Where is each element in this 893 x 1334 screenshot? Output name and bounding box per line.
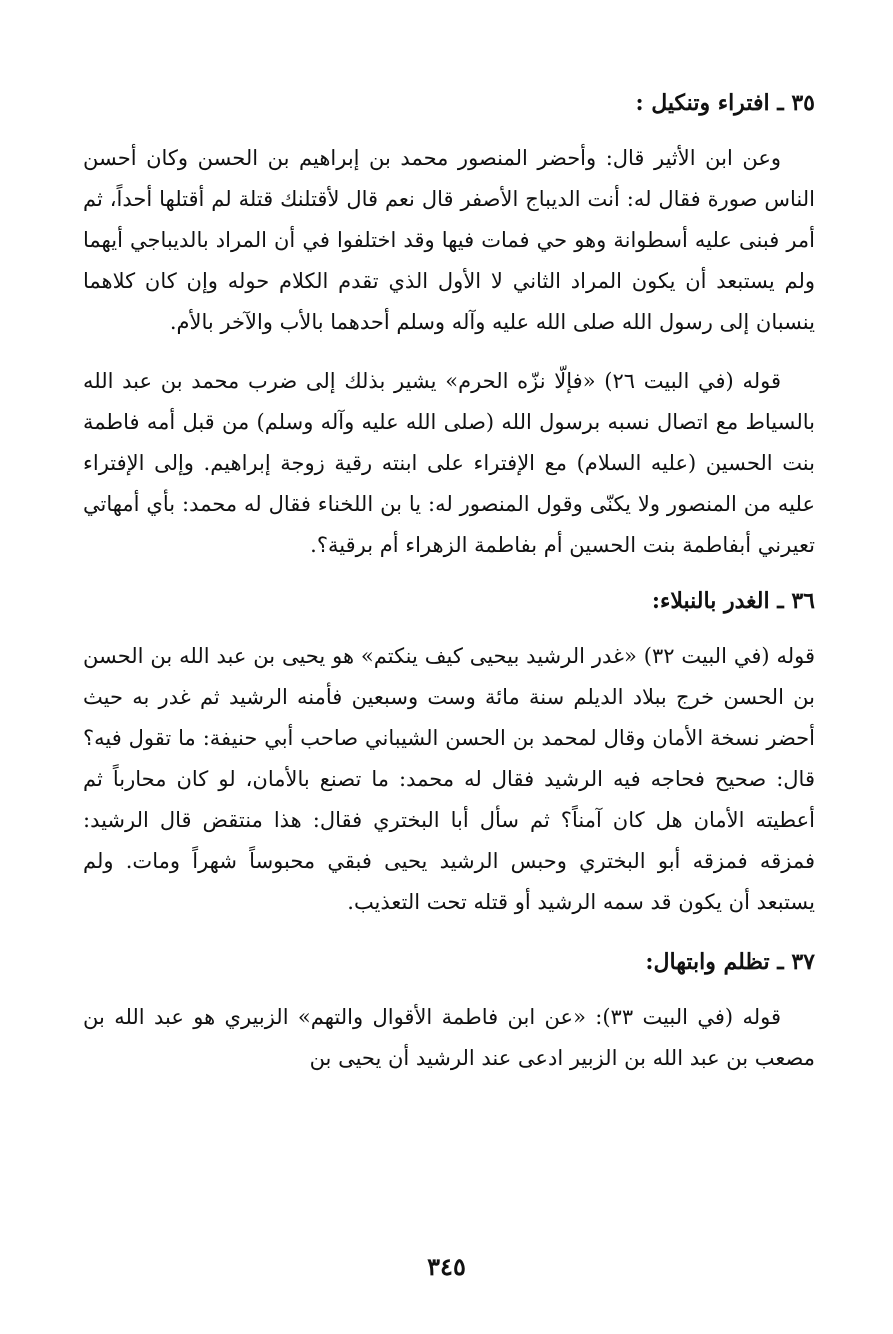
section-37	[83, 941, 815, 1079]
section-heading: ٣٦ ـ الغدر بالنبلاء:	[651, 588, 815, 614]
paragraph: قوله (في البيت ٣٣): «عن ابن فاطمة الأقوال والتهم» الزبيري هو عبد الله بن مصعب بن عبد الله بن الزبير ادعى عند الرشيد أن يحيى بن	[83, 1005, 815, 1070]
section-35	[83, 82, 815, 566]
section-heading: ٣٧ ـ تظلم وابتهال:	[645, 949, 815, 975]
section-heading: ٣٥ ـ افتراء وتنكيل :	[635, 90, 815, 116]
paragraph: وعن ابن الأثير قال: وأحضر المنصور محمد بن إبراهيم بن الحسن وكان أحسن الناس صورة فقال له: أنت الديباج الأصفر قال نعم قال لأقتلنك قتلة لم أقتلها أحداً، ثم أمر فبنى عليه أسطوانة وهو حي فمات فيها وقد اختلفوا في أن المراد بالديباجي أيهما ولم يستبعد أن يكون المراد الثاني لا الأول الذي تقدم الكلام حوله وإن كان كلاهما ينسبان إلى رسول الله صلى الله عليه وآله وسلم أحدهما بالأب والآخر بالأم.	[83, 146, 815, 334]
paragraph: قوله (في البيت ٣٢) «غدر الرشيد بيحيى كيف ينكتم» هو يحيى بن عبد الله بن الحسن بن الحسن خرج ببلاد الديلم سنة مائة وست وسبعين فأمنه الرشيد ثم غدر به حيث أحضر نسخة الأمان وقال لمحمد بن الحسن الشيباني صاحب أبي حنيفة: ما تقول فيه؟ قال: صحيح فحاجه فيه الرشيد فقال له محمد: ما تصنع بالأمان، لو كان محارباً ثم أعطيته الأمان هل كان آمناً؟ ثم سأل أبا البختري فقال: هذا منتقض قال الرشيد: فمزقه فمزقه أبو البختري وحبس الرشيد يحيى فبقي محبوساً شهراً ومات. ولم يستبعد أن يكون قد سمه الرشيد أو قتله تحت التعذيب.	[83, 644, 815, 914]
page-number: ٣٤٥	[427, 1252, 466, 1281]
paragraph: قوله (في البيت ٢٦) «فإلّا نزّه الحرم» يشير بذلك إلى ضرب محمد بن عبد الله بالسياط مع اتصال نسبه برسول الله (صلى الله عليه وآله وسلم) من قبل أمه فاطمة بنت الحسين (عليه السلام) مع الإفتراء على ابنته رقية زوجة إبراهيم. وإلى الإفتراء عليه من المنصور ولا يكنّى وقول المنصور له: يا بن اللخناء فقال له محمد: بأي أمهاتي تعيرني أبفاطمة بنت الحسين أم بفاطمة الزهراء أم برقية؟.	[83, 369, 815, 557]
section-36	[83, 580, 815, 923]
page-content	[83, 82, 815, 1079]
